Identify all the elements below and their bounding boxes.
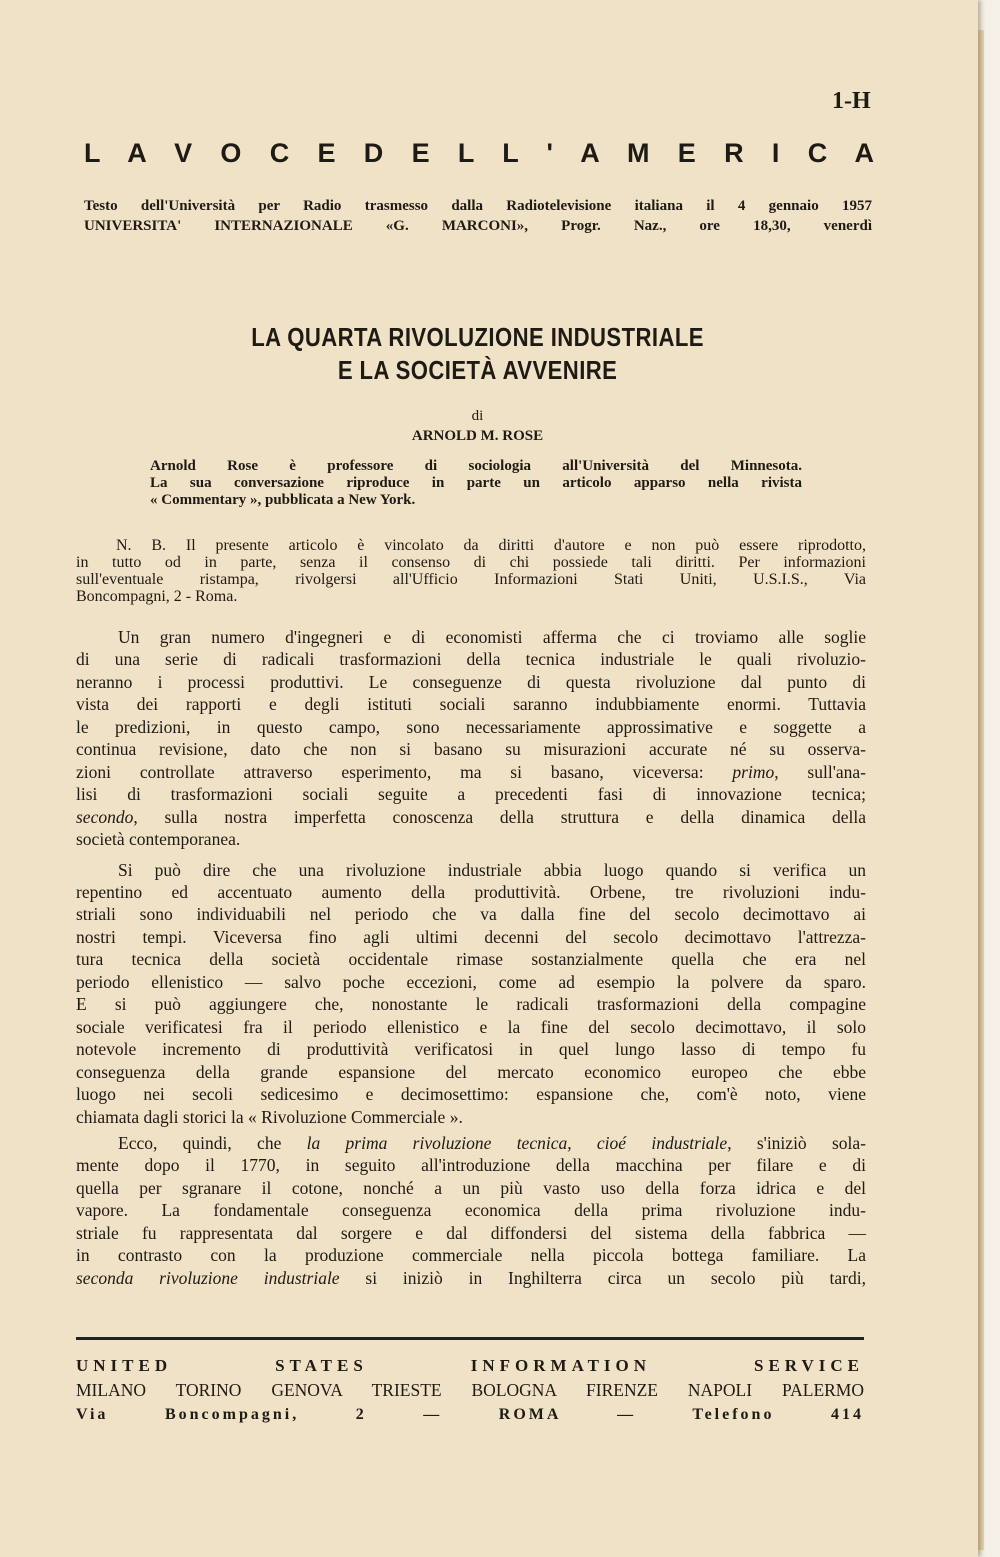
body-line: le predizioni, in questo campo, sono necessariamente approssimative e soggette a: [76, 716, 866, 737]
text-run: , sull'ana-: [774, 761, 866, 782]
body-line: vapore. La fondamentale conseguenza economica della prima rivoluzione indu-: [76, 1200, 866, 1221]
footer-address: Via Boncompagni, 2 — ROMA — Telefono 414: [76, 1406, 864, 1423]
body-line: mente dopo il 1770, in seguito all'introduzione della macchina per filare e di: [76, 1155, 866, 1176]
copyright-notice: [76, 537, 866, 605]
footer-organization: UNITED STATES INFORMATION SERVICE: [76, 1356, 864, 1375]
body-line: sociale verificatesi fra il periodo ellenistico e la fine del secolo decimottavo, il solo: [76, 1016, 866, 1037]
article-title-2: E LA SOCIETÀ AVVENIRE: [337, 355, 618, 385]
body-line: [76, 806, 866, 828]
italic-run: secondo: [76, 806, 134, 827]
text-run: zioni controllate attraverso esperimento, ma si basano, viceversa:: [76, 761, 733, 782]
body-line: luogo nei secoli sedicesimo e decimosettimo: espansione che, com'è noto, viene: [76, 1084, 866, 1105]
text-run: , s'iniziò sola-: [727, 1132, 866, 1153]
italic-run: seconda rivoluzione industriale: [76, 1267, 340, 1288]
body-line: continua revisione, dato che non si basano su misurazioni accurate né su osserva-: [76, 739, 866, 760]
body-line: Si può dire che una rivoluzione industriale abbia luogo quando si verifica un: [118, 859, 866, 880]
author-name: ARNOLD M. ROSE: [411, 428, 544, 444]
italic-run: primo: [732, 761, 775, 782]
byline-di: di: [471, 408, 484, 424]
text-run: Ecco, quindi, che: [118, 1132, 307, 1153]
article-title-1: LA QUARTA RIVOLUZIONE INDUSTRIALE: [251, 322, 704, 352]
broadcast-info-1: Testo dell'Università per Radio trasmesso dalla Radiotelevisione italiana il 4 gennaio 1957: [84, 198, 872, 214]
notice-line: Boncompagni, 2 - Roma.: [76, 588, 238, 605]
body-line: conseguenza della grande espansione del mercato economico europeo che ebbe: [76, 1061, 866, 1082]
text-run: si iniziò in Inghilterra circa un secolo più tardi,: [339, 1267, 866, 1288]
text-run: , sulla nostra imperfetta conoscenza della struttura e della dinamica della: [133, 806, 866, 827]
body-line: tura tecnica della società occidentale rimase sostanzialmente quella che era nel: [76, 949, 866, 970]
body-line: periodo ellenistico — salvo poche eccezioni, come ad esempio la polvere da sparo.: [76, 971, 866, 992]
bio-line: Arnold Rose è professore di sociologia all'Università del Minnesota.: [150, 458, 802, 474]
document-code: 1-H: [832, 88, 871, 114]
body-line: neranno i processi produttivi. Le conseguenze di questa rivoluzione dal punto di: [76, 671, 866, 692]
body-line: [76, 761, 866, 783]
body-line: Un gran numero d'ingegneri e di economisti afferma che ci troviamo alle soglie: [118, 627, 866, 647]
body-line: società contemporanea.: [76, 829, 241, 850]
body-line: notevole incremento di produttività verificatosi in quel lungo lasso di tempo fu: [76, 1039, 866, 1060]
notice-line: sull'eventuale ristampa, rivolgersi all'Ufficio Informazioni Stati Uniti, U.S.I.S., Via: [76, 571, 866, 588]
body-line: nostri tempi. Viceversa fino agli ultimi decenni del secolo decimottavo l'attrezza-: [76, 926, 866, 947]
notice-line: N. B. Il presente articolo è vincolato da diritti d'autore e non può essere riprodotto,: [116, 537, 866, 554]
broadcast-info-2: UNIVERSITA' INTERNAZIONALE «G. MARCONI», Progr. Naz., ore 18,30, venerdì: [84, 218, 872, 234]
body-line: E si può aggiungere che, nonostante le radicali trasformazioni della compagine: [76, 994, 866, 1015]
bio-line: « Commentary », pubblicata a New York.: [150, 492, 416, 508]
body-line: in contrasto con la produzione commerciale nella piccola bottega familiare. La: [76, 1245, 866, 1266]
bio-line: La sua conversazione riproduce in parte un articolo apparso nella rivista: [150, 475, 802, 491]
article-body: [76, 626, 866, 1289]
body-line: vista dei rapporti e degli istituti sociali saranno indubbiamente enormi. Tuttavia: [76, 694, 866, 715]
notice-line: in tutto od in parte, senza il consenso di chi possiede tali diritti. Per informazioni: [76, 554, 866, 571]
body-line: quella per sgranare il cotone, nonché a un più vasto uso della forza idrica e del: [76, 1177, 866, 1198]
italic-run: la prima rivoluzione tecnica, cioé industriale: [306, 1132, 728, 1153]
body-line: [76, 1267, 866, 1289]
body-line: di una serie di radicali trasformazioni della tecnica industriale le quali rivoluzio-: [76, 649, 866, 670]
body-line: repentino ed accentuato aumento della produttività. Orbene, tre rivoluzioni indu-: [76, 881, 866, 902]
body-line: [76, 1132, 866, 1154]
body-line: striale fu rappresentata dal sorgere e dal diffondersi del sistema della fabbrica —: [76, 1222, 866, 1243]
body-line: striali sono individuabili nel periodo che va dalla fine del secolo decimottavo ai: [76, 904, 866, 925]
footer-divider: [76, 1337, 864, 1340]
body-line: chiamata dagli storici la « Rivoluzione Commerciale ».: [76, 1106, 463, 1127]
masthead: L A V O C E D E L L ' A M E R I C A: [84, 138, 874, 168]
author-bio: [150, 458, 802, 509]
footer-cities: MILANO TORINO GENOVA TRIESTE BOLOGNA FIRENZE NAPOLI PALERMO: [76, 1380, 864, 1400]
body-line: lisi di trasformazioni sociali seguite a precedenti fasi di innovazione tecnica;: [76, 784, 866, 805]
